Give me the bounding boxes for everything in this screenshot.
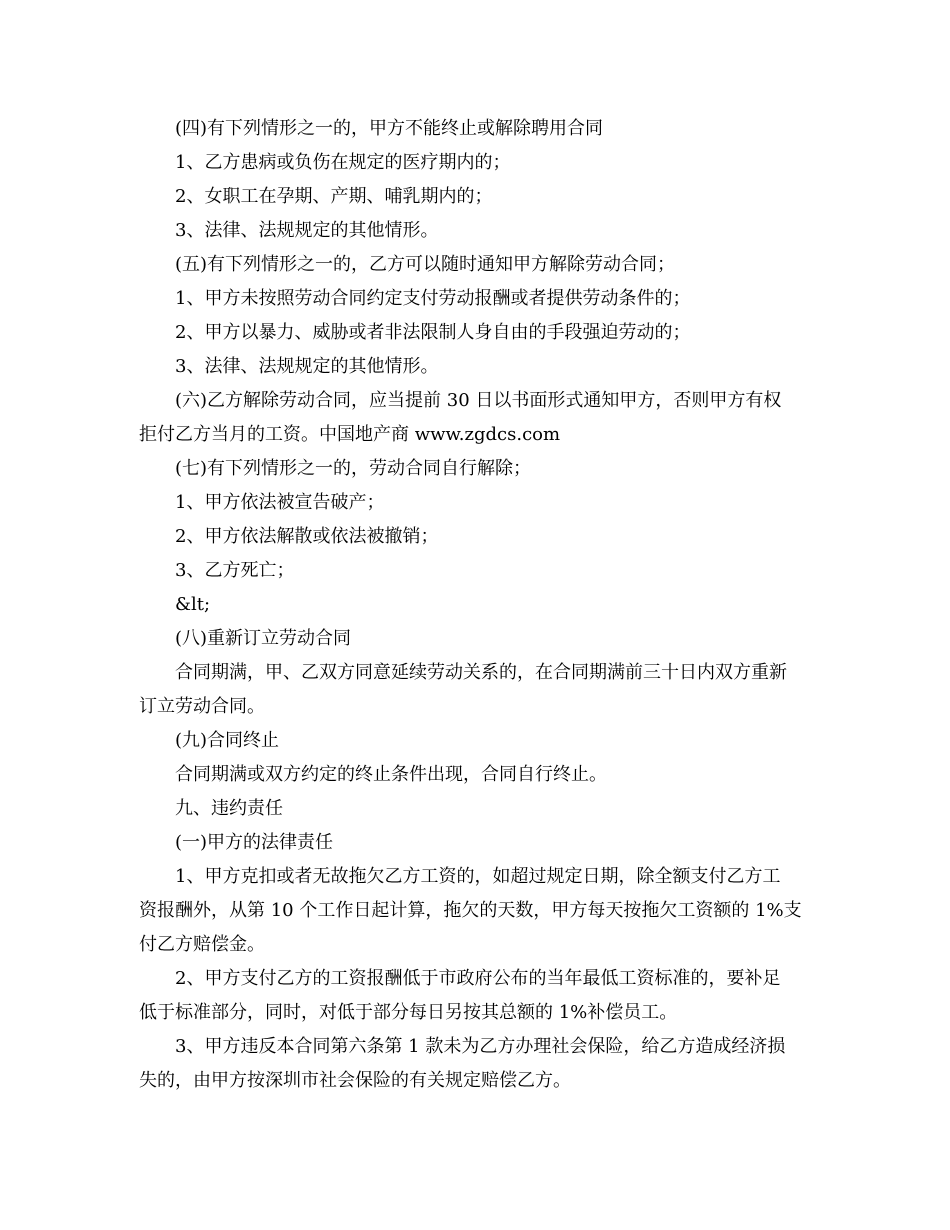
clause-heading-7: (七)有下列情形之一的，劳动合同自行解除； — [175, 458, 532, 479]
clause-item: 2、甲方以暴力、威胁或者非法限制人身自由的手段强迫劳动的； — [175, 322, 691, 343]
clause-item: 3、法律、法规规定的其他情形。 — [175, 220, 439, 241]
paragraph-continuation: 低于标准部分，同时，对低于部分每日另按其总额的 1%补偿员工。 — [139, 1002, 678, 1023]
clause-item: 1、甲方依法被宣告破产； — [175, 492, 385, 513]
clause-item: 3、乙方死亡； — [175, 560, 295, 581]
clause-item: 2、女职工在孕期、产期、哺乳期内的； — [175, 186, 493, 207]
clause-item: 1、甲方未按照劳动合同约定支付劳动报酬或者提供劳动条件的； — [175, 288, 691, 309]
paragraph-continuation: 失的，由甲方按深圳市社会保险的有关规定赔偿乙方。 — [139, 1070, 571, 1091]
clause-heading-6: (六)乙方解除劳动合同，应当提前 30 日以书面形式通知甲方，否则甲方有权 — [175, 390, 782, 411]
section-heading-breach: 九、违约责任 — [175, 798, 283, 819]
paragraph-line: 1、甲方克扣或者无故拖欠乙方工资的，如超过规定日期，除全额支付乙方工 — [175, 866, 781, 887]
paragraph-line: 3、甲方违反本合同第六条第 1 款未为乙方办理社会保险，给乙方造成经济损 — [175, 1036, 786, 1057]
paragraph-continuation: 订立劳动合同。 — [139, 696, 265, 717]
clause-item: 2、甲方依法解散或依法被撤销； — [175, 526, 439, 547]
paragraph-continuation: 资报酬外，从第 10 个工作日起计算，拖欠的天数，甲方每天按拖欠工资额的 1%支 — [139, 900, 802, 921]
clause-heading-9: (九)合同终止 — [175, 730, 280, 751]
paragraph-continuation: 付乙方赔偿金。 — [139, 934, 265, 955]
clause-heading-4: (四)有下列情形之一的，甲方不能终止或解除聘用合同 — [175, 118, 604, 139]
clause-heading-party-a-liability: (一)甲方的法律责任 — [175, 832, 334, 853]
paragraph-line: 合同期满或双方约定的终止条件出现，合同自行终止。 — [175, 764, 607, 785]
paragraph-line: 合同期满，甲、乙双方同意延续劳动关系的，在合同期满前三十日内双方重新 — [175, 662, 787, 683]
clause-heading-8: (八)重新订立劳动合同 — [175, 628, 352, 649]
stray-entity-text: &lt; — [175, 594, 211, 615]
paragraph-continuation: 拒付乙方当月的工资。中国地产商 www.zgdcs.com — [139, 424, 561, 445]
clause-item: 3、法律、法规规定的其他情形。 — [175, 356, 439, 377]
document-body — [139, 112, 814, 1098]
clause-item: 1、乙方患病或负伤在规定的医疗期内的； — [175, 152, 511, 173]
paragraph-line: 2、甲方支付乙方的工资报酬低于市政府公布的当年最低工资标准的，要补足 — [175, 968, 781, 989]
clause-heading-5: (五)有下列情形之一的，乙方可以随时通知甲方解除劳动合同； — [175, 254, 676, 275]
